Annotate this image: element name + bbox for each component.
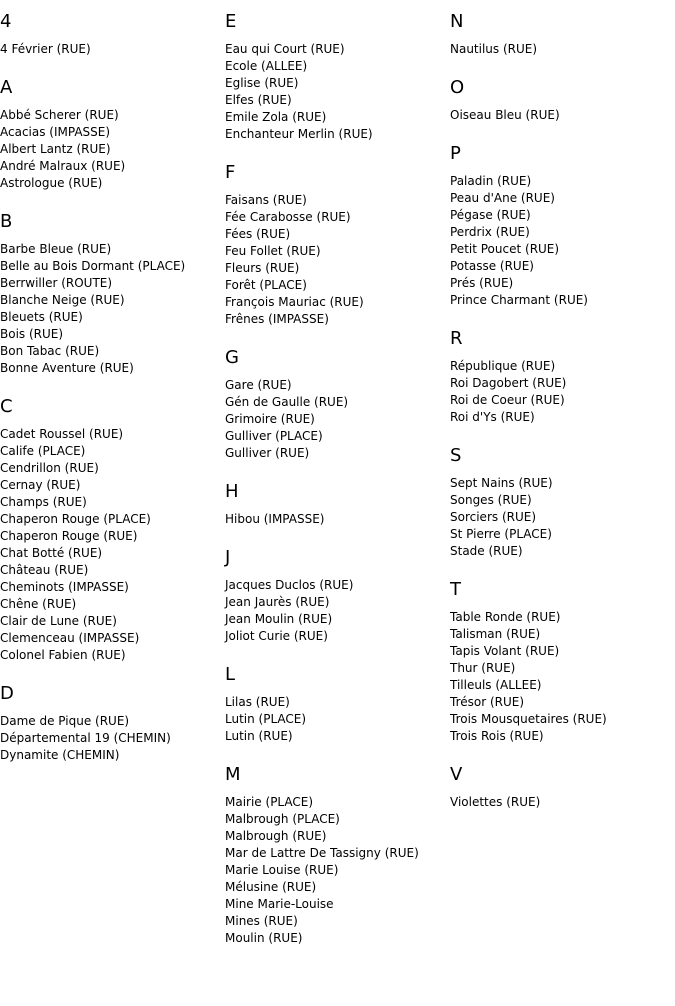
section-letter-heading: V (450, 764, 463, 785)
street-link[interactable]: François Mauriac (RUE) (225, 295, 364, 309)
section-letter-heading: S (450, 445, 462, 466)
street-link[interactable]: Château (RUE) (0, 563, 89, 577)
street-link[interactable]: Table Ronde (RUE) (450, 610, 561, 624)
street-link[interactable]: Moulin (RUE) (225, 931, 303, 945)
street-link[interactable]: Clair de Lune (RUE) (0, 614, 117, 628)
letter-section (0, 10, 225, 58)
street-link[interactable]: Trois Mousquetaires (RUE) (450, 712, 607, 726)
street-link[interactable]: Perdrix (RUE) (450, 225, 530, 239)
street-link[interactable]: Roi d'Ys (RUE) (450, 410, 535, 424)
section-letter-heading: G (225, 347, 239, 368)
street-link[interactable]: Dame de Pique (RUE) (0, 714, 130, 728)
street-link[interactable]: Fées (RUE) (225, 227, 291, 241)
street-link[interactable]: Mar de Lattre De Tassigny (RUE) (225, 846, 419, 860)
street-link[interactable]: Chaperon Rouge (RUE) (0, 529, 138, 543)
street-link[interactable]: Astrologue (RUE) (0, 176, 103, 190)
street-list (450, 41, 675, 58)
street-link[interactable]: St Pierre (PLACE) (450, 527, 552, 541)
street-link[interactable]: Chêne (RUE) (0, 597, 77, 611)
street-link[interactable]: Prince Charmant (RUE) (450, 293, 588, 307)
street-link[interactable]: Ecole (ALLEE) (225, 59, 308, 73)
street-link[interactable]: Potasse (RUE) (450, 259, 534, 273)
street-link[interactable]: Tapis Volant (RUE) (450, 644, 560, 658)
street-link[interactable]: Thur (RUE) (450, 661, 516, 675)
street-link[interactable]: Abbé Scherer (RUE) (0, 108, 119, 122)
street-link[interactable]: Champs (RUE) (0, 495, 87, 509)
street-link[interactable]: Cheminots (IMPASSE) (0, 580, 129, 594)
letter-section (450, 578, 675, 745)
section-letter-heading: T (450, 579, 461, 600)
street-link[interactable]: Lilas (RUE) (225, 695, 290, 709)
street-link[interactable]: Trésor (RUE) (450, 695, 525, 709)
section-letter-heading: E (225, 11, 237, 32)
street-link[interactable]: Calife (PLACE) (0, 444, 86, 458)
street-link[interactable]: Lutin (RUE) (225, 729, 293, 743)
street-list (225, 577, 450, 645)
street-link[interactable]: Lutin (PLACE) (225, 712, 307, 726)
letter-section (0, 210, 225, 377)
street-link[interactable]: Bon Tabac (RUE) (0, 344, 100, 358)
street-link[interactable]: Berrwiller (ROUTE) (0, 276, 113, 290)
street-link[interactable]: Cernay (RUE) (0, 478, 81, 492)
street-list (225, 377, 450, 462)
street-link[interactable]: Violettes (RUE) (450, 795, 541, 809)
street-link[interactable]: Cadet Roussel (RUE) (0, 427, 124, 441)
column-1 (0, 0, 225, 782)
street-link[interactable]: Gén de Gaulle (RUE) (225, 395, 349, 409)
street-link[interactable]: Stade (RUE) (450, 544, 523, 558)
street-link[interactable]: Prés (RUE) (450, 276, 514, 290)
street-link[interactable]: Albert Lantz (RUE) (0, 142, 111, 156)
street-link[interactable]: Malbrough (RUE) (225, 829, 327, 843)
section-letter-heading: B (0, 211, 13, 232)
street-link[interactable]: Sept Nains (RUE) (450, 476, 553, 490)
section-letter-heading: H (225, 481, 239, 502)
street-link[interactable]: Acacias (IMPASSE) (0, 125, 111, 139)
street-link[interactable]: Jean Moulin (RUE) (225, 612, 333, 626)
street-link[interactable]: Gulliver (PLACE) (225, 429, 323, 443)
street-link[interactable]: Eau qui Court (RUE) (225, 42, 345, 56)
street-link[interactable]: Gare (RUE) (225, 378, 292, 392)
letter-section (225, 10, 450, 143)
street-link[interactable]: Grimoire (RUE) (225, 412, 315, 426)
street-link[interactable]: Départemental 19 (CHEMIN) (0, 731, 171, 745)
street-link[interactable]: Emile Zola (RUE) (225, 110, 327, 124)
letter-section (450, 327, 675, 426)
section-letter-heading: P (450, 143, 461, 164)
letter-section (225, 480, 450, 528)
letter-section (450, 142, 675, 309)
letter-section (225, 161, 450, 328)
street-link[interactable]: Belle au Bois Dormant (PLACE) (0, 259, 186, 273)
street-link[interactable]: Dynamite (CHEMIN) (0, 748, 120, 762)
street-link[interactable]: Frênes (IMPASSE) (225, 312, 329, 326)
street-list (450, 173, 675, 309)
street-link[interactable]: Marie Louise (RUE) (225, 863, 339, 877)
street-link[interactable]: Eglise (RUE) (225, 76, 299, 90)
letter-section (450, 76, 675, 124)
street-list (450, 609, 675, 745)
street-link[interactable]: Forêt (PLACE) (225, 278, 307, 292)
street-list (450, 107, 675, 124)
street-link[interactable]: Roi Dagobert (RUE) (450, 376, 567, 390)
street-link[interactable]: Cendrillon (RUE) (0, 461, 99, 475)
letter-section (225, 346, 450, 462)
street-link[interactable]: Roi de Coeur (RUE) (450, 393, 565, 407)
street-link[interactable]: Chat Botté (RUE) (0, 546, 103, 560)
street-link[interactable]: Chaperon Rouge (PLACE) (0, 512, 151, 526)
street-list (225, 794, 450, 947)
section-letter-heading: M (225, 764, 241, 785)
street-link[interactable]: Trois Rois (RUE) (450, 729, 544, 743)
section-letter-heading: N (450, 11, 464, 32)
street-link[interactable]: Bonne Aventure (RUE) (0, 361, 134, 375)
street-link[interactable]: Mines (RUE) (225, 914, 298, 928)
street-link[interactable]: Peau d'Ane (RUE) (450, 191, 555, 205)
street-link[interactable]: Fée Carabosse (RUE) (225, 210, 351, 224)
street-link[interactable]: Malbrough (PLACE) (225, 812, 340, 826)
street-link[interactable]: Talisman (RUE) (450, 627, 541, 641)
street-list (450, 358, 675, 426)
street-list (450, 475, 675, 560)
section-letter-heading: L (225, 664, 236, 685)
street-link[interactable]: Elfes (RUE) (225, 93, 292, 107)
street-link[interactable]: Blanche Neige (RUE) (0, 293, 125, 307)
street-link[interactable]: Nautilus (RUE) (450, 42, 538, 56)
street-link[interactable]: Mairie (PLACE) (225, 795, 314, 809)
street-link[interactable]: Paladin (RUE) (450, 174, 532, 188)
street-link[interactable]: Fleurs (RUE) (225, 261, 300, 275)
column-3 (450, 0, 675, 829)
street-link[interactable]: Pégase (RUE) (450, 208, 531, 222)
street-link[interactable]: République (RUE) (450, 359, 556, 373)
column-2 (225, 0, 450, 965)
street-link[interactable]: Songes (RUE) (450, 493, 532, 507)
street-link[interactable]: Mélusine (RUE) (225, 880, 317, 894)
letter-section (450, 444, 675, 560)
letter-section (0, 395, 225, 664)
section-letter-heading: C (0, 396, 13, 417)
letter-section (225, 546, 450, 645)
street-list (225, 192, 450, 328)
street-link[interactable]: Jean Jaurès (RUE) (225, 595, 330, 609)
street-link[interactable]: Hibou (IMPASSE) (225, 512, 325, 526)
street-list (450, 794, 675, 811)
section-letter-heading: D (0, 683, 14, 704)
street-link[interactable]: Bois (RUE) (0, 327, 64, 341)
section-letter-heading: F (225, 162, 236, 183)
street-link[interactable]: Gulliver (RUE) (225, 446, 310, 460)
street-link[interactable]: 4 Février (RUE) (0, 42, 91, 56)
street-link[interactable]: Colonel Fabien (RUE) (0, 648, 126, 662)
street-link[interactable]: Oiseau Bleu (RUE) (450, 108, 560, 122)
street-link[interactable]: Clemenceau (IMPASSE) (0, 631, 140, 645)
letter-section (225, 663, 450, 745)
street-link[interactable]: Petit Poucet (RUE) (450, 242, 560, 256)
street-link[interactable]: Tilleuls (ALLEE) (450, 678, 542, 692)
street-link[interactable]: Enchanteur Merlin (RUE) (225, 127, 373, 141)
section-letter-heading: J (225, 547, 231, 568)
letter-section (450, 763, 675, 811)
street-link[interactable]: Mine Marie-Louise (225, 897, 334, 911)
street-link[interactable]: Sorciers (RUE) (450, 510, 537, 524)
street-link[interactable]: Bleuets (RUE) (0, 310, 83, 324)
letter-section (0, 682, 225, 764)
street-link[interactable]: Jacques Duclos (RUE) (225, 578, 354, 592)
street-link[interactable]: Joliot Curie (RUE) (225, 629, 328, 643)
street-list (0, 241, 225, 377)
letter-section (225, 763, 450, 947)
street-list (225, 694, 450, 745)
street-link[interactable]: André Malraux (RUE) (0, 159, 126, 173)
section-letter-heading: R (450, 328, 463, 349)
street-link[interactable]: Faisans (RUE) (225, 193, 307, 207)
street-link[interactable]: Barbe Bleue (RUE) (0, 242, 112, 256)
street-list (0, 107, 225, 192)
street-list (0, 713, 225, 764)
section-letter-heading: A (0, 77, 13, 98)
street-list (225, 41, 450, 143)
letter-section (0, 76, 225, 192)
street-list (0, 426, 225, 664)
section-letter-heading: 4 (0, 11, 12, 32)
street-list (225, 511, 450, 528)
section-letter-heading: O (450, 77, 465, 98)
letter-section (450, 10, 675, 58)
street-list (0, 41, 225, 58)
street-link[interactable]: Feu Follet (RUE) (225, 244, 321, 258)
